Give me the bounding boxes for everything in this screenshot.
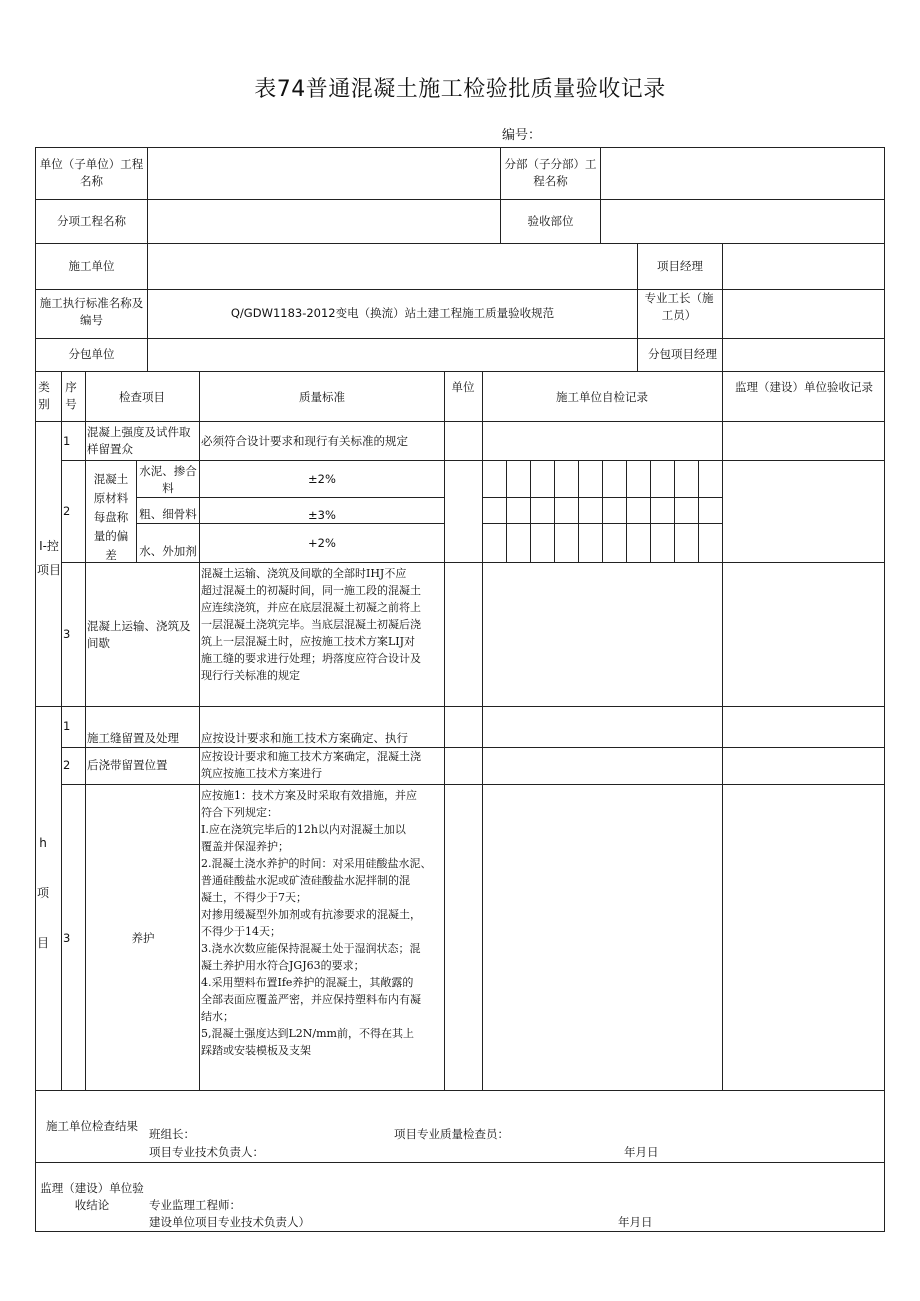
tech-lead-label: 项目专业技术负责人： [149,1145,264,1159]
foreman-label: 专业工长（施工员） [644,291,714,322]
general-row3-line: 对掺用缓凝型外加剂或有抗渗要求的混凝土， [201,908,421,921]
supervisor-label: 专业监理工程师： [149,1198,241,1212]
col-seq: 序号 [65,380,77,411]
general-row2-line: 筑应按施工技术方案进行 [201,767,322,780]
main-row2-seq: 2 [63,504,71,518]
general-row3-line: 凝土养护用水符合JGJ63的要求； [201,959,365,972]
subcontract-label: 分包单位 [68,347,115,361]
general-row3-line: 凝土，不得少于7天； [201,891,307,904]
unit-label: 单位（子单位）工程名称 [39,157,144,188]
page-title: 表74普通混凝土施工检验批质量验收记录 [254,77,666,102]
standard-value: Q/GDW1183-2012变电（换流）站土建工程施工质量验收规范 [230,306,555,320]
material-aggregate-name: 粗、细骨料 [139,507,197,521]
main-row3-line: 应连续浇筑，并应在底层混凝土初凝之前将上 [201,601,421,614]
division-label: 分部（子分部）工程名称 [504,157,597,188]
sub-pm-label: 分包项目经理 [648,347,717,361]
owner-tech-lead-label: 建设单位项目专业技术负责人） [149,1215,310,1229]
general-row3-line: 全部表面应覆盖严密，并应保持塑料布内有凝 [201,993,421,1006]
material-aggregate-tol: ±3% [308,508,336,522]
subitem-label: 分项工程名称 [57,214,126,228]
general-row3-line: 覆盖并保湿养护； [201,840,289,853]
main-row3-line: 筑上一层混凝土时，应按施工技术方案LIJ对 [201,635,416,648]
general-row2-line: 应按设计要求和施工技术方案确定，混凝土浇 [201,750,421,763]
general-row3-line: 普通硅酸盐水泥或矿渣硅酸盐水泥拌制的混 [201,874,410,887]
constructor-result-label: 施工单位检查结果 [46,1119,138,1133]
general-row1-seq: 1 [63,719,71,733]
general-row3-line: 不得少于14天； [201,925,281,938]
col-supervision: 监理（建设）单位验收记录 [735,380,873,394]
material-cement-name: 水泥、掺合料 [139,464,197,495]
general-row3-line: 符合下列规定： [201,806,278,819]
main-row2-item: 混凝土原材料每盘称量的偏差 [93,472,129,562]
general-row2-item: 后浇带留置位置 [87,758,168,772]
general-row3-line: 3.浇水次数应能保持混凝土处于湿润状态；混 [201,942,421,955]
general-row3-line: I.应在浇筑完毕后的12h以内对混凝土加以 [201,823,406,836]
material-cement-tol: ±2% [308,472,336,486]
main-row1-item: 混凝上强度及试件取样留置众 [87,425,191,456]
main-row3-line: 现行行关标准的规定 [201,669,300,682]
supervision-label: 监理（建设）单位验收结论 [40,1181,144,1212]
col-category: 类别 [38,380,50,411]
material-water-name: 水、外加剂 [139,544,197,558]
col-self-check: 施工单位自检记录 [556,390,648,404]
general-row3-line: 踩踏或安装模板及支架 [201,1044,311,1057]
col-standard: 质量标准 [299,390,345,404]
general-row1-item: 施工缝留置及处理 [87,731,179,745]
pm-label: 项目经理 [657,259,703,273]
col-unit: 单位 [451,380,475,394]
team-leader-label: 班组长： [149,1127,195,1141]
quality-inspector-label: 项目专业质量检查员： [394,1127,509,1141]
main-row1-standard: 必须符合设计要求和现行有关标准的规定 [201,434,408,448]
general-row3-line: 结水； [201,1010,234,1023]
general-row3-item: 养护 [131,931,155,945]
general-label: h项目 [37,836,50,950]
constructor-label: 施工单位 [68,259,115,273]
main-row1-seq: 1 [63,434,71,448]
date-1: 年月日 [624,1145,659,1159]
general-row2-seq: 2 [63,758,71,772]
general-row3-line: 应按施1：技术方案及时采取有效措施，并应 [201,789,417,802]
material-water-tol: +2% [308,536,336,550]
main-row3-item: 混凝上运输、浇筑及间歇 [87,619,191,650]
date-2: 年月日 [618,1215,653,1229]
accept-part-label: 验收部位 [527,214,574,228]
main-row3-seq: 3 [63,627,71,641]
general-row3-line: 5,混凝土强度达到L2N∕mm前，不得在其上 [201,1027,414,1040]
main-row3-line: 施工缝的要求进行处理；坍落度应符合设计及 [201,652,421,665]
main-row3-line: 一层混凝土浇筑完毕。当底层混凝土初凝后浇 [201,618,421,631]
main-row3-line: 混凝土运输、浇筑及间歇的全部时IHJ不应 [201,567,407,580]
general-row3-seq: 3 [63,931,71,945]
standard-label: 施工执行标准名称及编号 [39,296,144,327]
general-row1-standard: 应按设计要求和施工技术方案确定、执行 [201,731,408,745]
general-row3-line: 2.混凝土浇水养护的时间：对采用硅酸盐水泥、 [201,857,432,870]
main-control-label: I-控项目 [37,539,62,577]
general-row3-line: 4.采用塑料布置Ife养护的混凝土，其敞露的 [201,976,414,989]
code-label: 编号： [502,128,542,143]
col-check-item: 检查项目 [119,390,165,404]
main-row3-line: 超过混凝土的初凝时间，同一施工段的混凝土 [201,584,421,597]
